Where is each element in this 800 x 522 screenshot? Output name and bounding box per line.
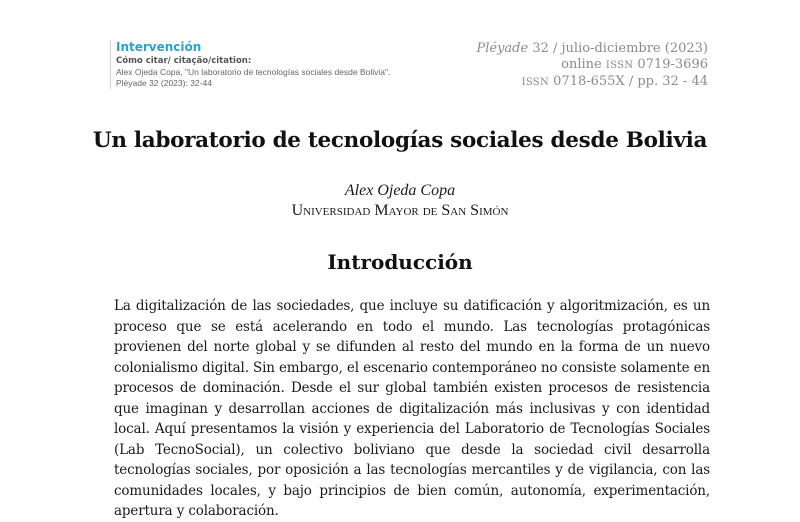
citation-text: Alex Ojeda Copa, "Un laboratorio de tecnologías sociales desde Bolivia". Pléyade 32 (2023): 32-44 xyxy=(116,67,391,88)
section-label: Intervención xyxy=(116,40,202,54)
journal-name: Pléyade xyxy=(476,41,529,56)
issn-label: ISSN xyxy=(521,77,550,88)
print-issn-pages: 0718-655X / pp. 32 - 44 xyxy=(549,74,708,89)
online-issn: 0719-3696 xyxy=(633,57,708,72)
article-title: Un laboratorio de tecnologías sociales desde Bolivia xyxy=(92,128,708,153)
issn-label: ISSN xyxy=(605,60,634,71)
journal-info xyxy=(476,41,708,91)
author-name: Alex Ojeda Copa xyxy=(344,182,456,199)
citation-block xyxy=(110,40,416,89)
online-prefix: online xyxy=(561,57,606,72)
section-heading: Introducción xyxy=(327,250,473,274)
citation-label: Cómo citar/ citação/citation: xyxy=(116,56,252,66)
author-affiliation: Universidad Mayor de San Simón xyxy=(291,202,509,219)
online-issn-line xyxy=(476,57,708,74)
journal-issue: 32 / julio-diciembre (2023) xyxy=(528,41,708,56)
body-paragraph: La digitalización de las sociedades, que incluye su datificación y algoritmización, es un proceso que se está acelerando en todo el mundo. Las tecnologías protagónicas provienen del norte global y se difunden al resto del mundo en la forma de un nuevo colonialismo digital. Sin embargo, el escenario contemporáneo no consiste solamente en procesos de dominación. Desde el sur global también existen procesos de resistencia que imaginan y desarrollan acciones de digitalización más inclusivas y con identidad local. Aquí presentamos la visión y experiencia del Laboratorio de Tecnologías Sociales (Lab TecnoSocial), un colectivo boliviano que desde la sociedad civil desarrolla tecnologías sociales, por oposición a las tecnologías mercantiles y de vigilancia, con las comunidades locales, y bajo principios de bien común, autonomía, experimentación, apertura y colaboración. xyxy=(114,298,710,519)
print-issn-line xyxy=(476,74,708,91)
journal-issue-line xyxy=(476,41,708,57)
